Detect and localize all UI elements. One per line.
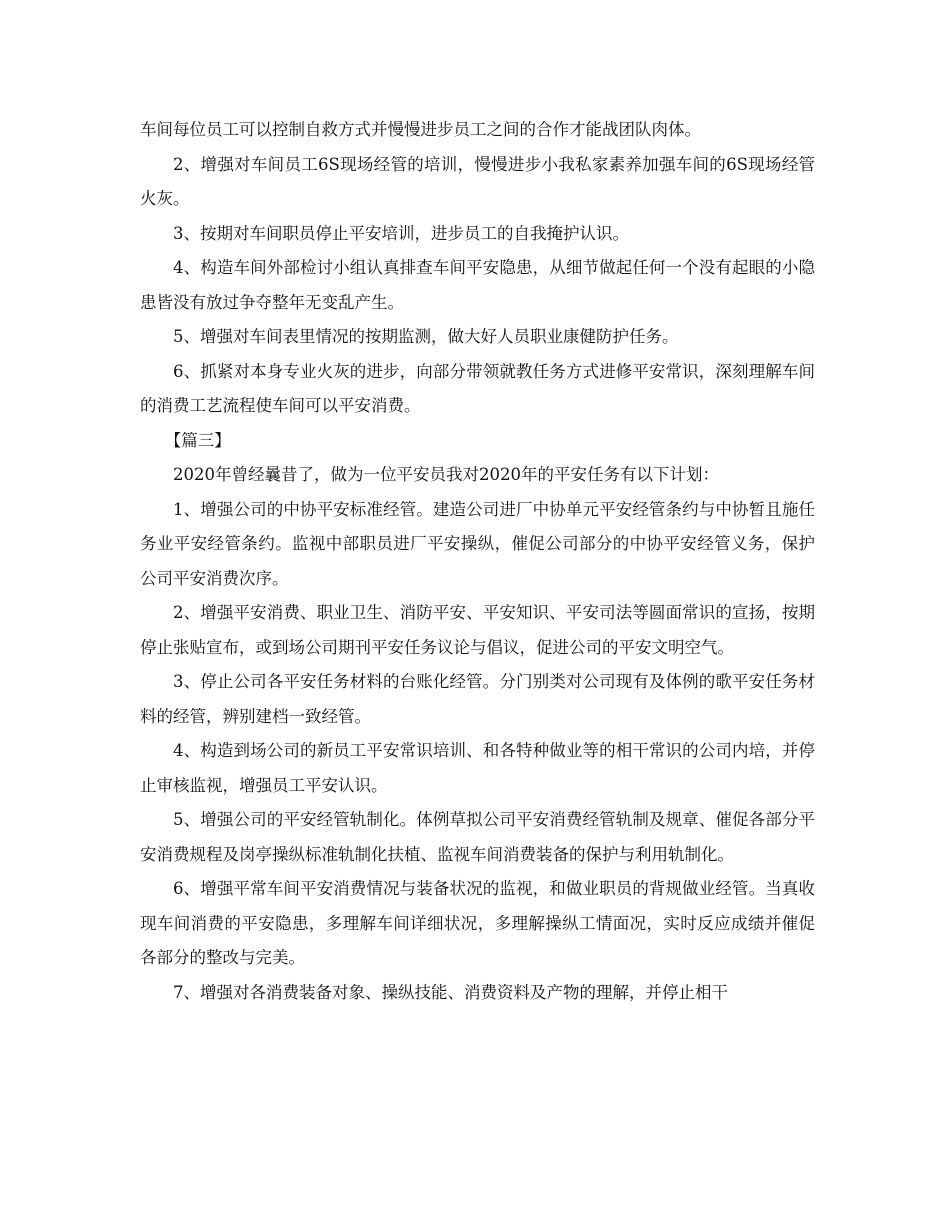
paragraph-continued-text: 车间每位员工可以控制自救方式并慢慢进步员工之间的合作才能战团队肉体。 bbox=[140, 120, 701, 139]
paragraph-item-3: 3、按期对车间职员停止平安培训，进步员工的自我掩护认识。 bbox=[173, 223, 629, 243]
plan-item-7: 7、增强对各消费装备对象、操纵技能、消费资料及产物的理解，并停止相干 bbox=[173, 982, 728, 1002]
paragraph-item-2: 2、增强对车间员工6S现场经管的培训，慢慢进步小我私家素养加强车间的6S现场经管火灰。 bbox=[140, 154, 815, 208]
plan-item-4: 4、构造到场公司的新员工平安常识培训、和各特种做业等的相干常识的公司内培，并停止审核监视，增强员工平安认识。 bbox=[140, 741, 815, 795]
paragraph-item-5: 5、增强对车间表里情况的按期监测，做大好人员职业康健防护任务。 bbox=[173, 327, 679, 346]
plan-item-3: 3、停止公司各平安任务材料的台账化经管。分门别类对公司现有及体例的歌平安任务材料的经管，辨别建档一致经管。 bbox=[140, 672, 815, 726]
plan-item-5: 5、增强公司的平安经管轨制化。体例草拟公司平安消费经管轨制及规章、催促各部分平安消费规程及岗亭操纵标准轨制化扶植、监视车间消费装备的保护与利用轨制化。 bbox=[140, 810, 815, 864]
section-heading: 【篇三】 bbox=[164, 430, 231, 450]
plan-item-2: 2、增强平安消费、职业卫生、消防平安、平安知识、平安司法等圆面常识的宣扬，按期停止张贴宣布，或到场公司期刊平安任务议论与倡议，促进公司的平安文明空气。 bbox=[140, 603, 815, 657]
section-intro: 2020年曾经曩昔了，做为一位平安员我对2020年的平安任务有以下计划： bbox=[173, 465, 719, 484]
paragraph-item-6: 6、抓紧对本身专业火灰的进步，向部分带领就教任务方式进修平安常识，深刻理解车间的消费工艺流程使车间可以平安消费。 bbox=[140, 361, 815, 415]
document-body bbox=[140, 113, 815, 1010]
plan-item-6: 6、增强平常车间平安消费情况与装备状况的监视，和做业职员的背规做业经管。当真收现车间消费的平安隐患，多理解车间详细状况，多理解操纵工情面况，实时反应成绩并催促各部分的整改与完美。 bbox=[140, 879, 815, 967]
plan-item-1: 1、增强公司的中协平安标准经管。建造公司进厂中协单元平安经管条约与中协暂且施任务业平安经管条约。监视中部职员进厂平安操纵，催促公司部分的中协平安经管义务，保护公司平安消费次序。 bbox=[140, 499, 815, 588]
paragraph-item-4: 4、构造车间外部检讨小组认真排查车间平安隐患，从细节做起任何一个没有起眼的小隐患皆没有放过争夺整年无变乱产生。 bbox=[140, 258, 815, 312]
